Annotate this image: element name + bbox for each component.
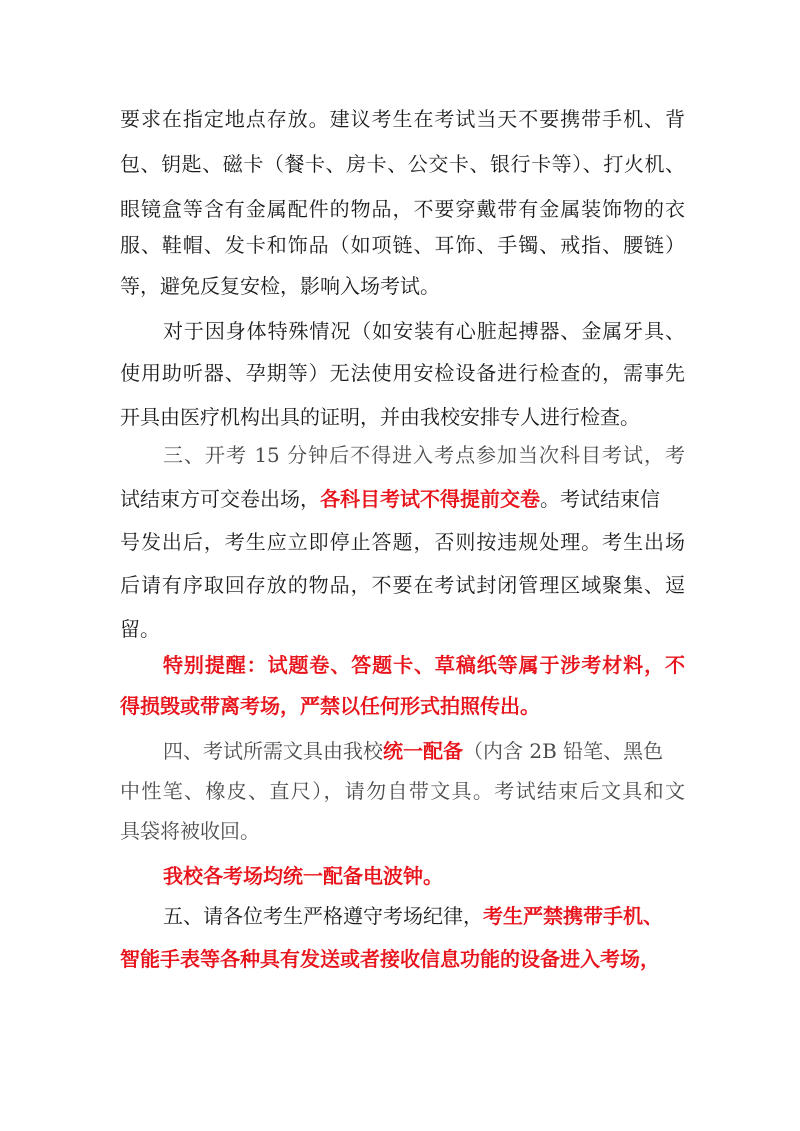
radio-clock-notice: 我校各考场均统一配备电波钟。	[163, 864, 443, 888]
reminder-line-2: 得损毁或带离考场，严禁以任何形式拍照传出。	[120, 694, 540, 718]
paragraph-2-line-1: 对于因身体特殊情况（如安装有心脏起搏器、金属牙具、	[163, 319, 685, 343]
section-5-line-1	[163, 893, 685, 939]
reminder-line-1: 特别提醒：试题卷、答题卡、草稿纸等属于涉考材料，不	[163, 653, 685, 677]
section-3-line-5: 留。	[120, 617, 160, 641]
section-3-line-2-tail: 。考试结束信	[540, 487, 660, 511]
section-3-line-3: 号发出后，考生应立即停止答题，否则按违规处理。考生出场	[120, 530, 685, 554]
section-3-line-2-text: 试结束方可交卷出场，	[120, 487, 320, 511]
section-3-line-2	[120, 476, 685, 522]
section-3-line-4: 后请有序取回存放的物品，不要在考试封闭管理区域聚集、逗	[120, 573, 685, 597]
device-ban-notice-continued: 智能手表等各种具有发送或者接收信息功能的设备进入考场，	[120, 947, 660, 971]
paragraph-2-line-3: 开具由医疗机构出具的证明，并由我校安排专人进行检查。	[120, 405, 640, 429]
section-4-line-2: 中性笔、橡皮、直尺），请勿自带文具。考试结束后文具和文	[120, 779, 685, 803]
paragraph-1-line-2: 包、钥匙、磁卡（餐卡、房卡、公交卡、银行卡等）、打火机、	[120, 152, 685, 176]
paragraph-2-line-2: 使用助听器、孕期等）无法使用安检设备进行检查的，需事先	[120, 361, 685, 385]
section-5-line-1-text: 五、请各位考生严格遵守考场纪律，	[163, 904, 483, 928]
paragraph-1-line-4: 服、鞋帽、发卡和饰品（如项链、耳饰、手镯、戒指、腰链）	[120, 233, 685, 257]
section-4-line-1-tail: （内含 2B 铅笔、黑色	[463, 739, 664, 763]
paragraph-1-line-5: 等，避免反复安检，影响入场考试。	[120, 274, 440, 298]
section-4-line-1-text: 四、考试所需文具由我校	[163, 739, 383, 763]
paragraph-1-line-1: 要求在指定地点存放。建议考生在考试当天不要携带手机、背	[120, 107, 685, 131]
no-early-submission-notice: 各科目考试不得提前交卷	[320, 487, 540, 511]
paragraph-1-line-3: 眼镜盒等含有金属配件的物品，不要穿戴带有金属装饰物的衣	[120, 197, 685, 221]
section-4-line-3: 具袋将被收回。	[120, 819, 260, 843]
section-3-line-1: 三、开考 15 分钟后不得进入考点参加当次科目考试，考	[163, 443, 685, 467]
unified-supply-notice: 统一配备	[383, 739, 463, 763]
device-ban-notice-start: 考生严禁携带手机、	[483, 904, 663, 928]
